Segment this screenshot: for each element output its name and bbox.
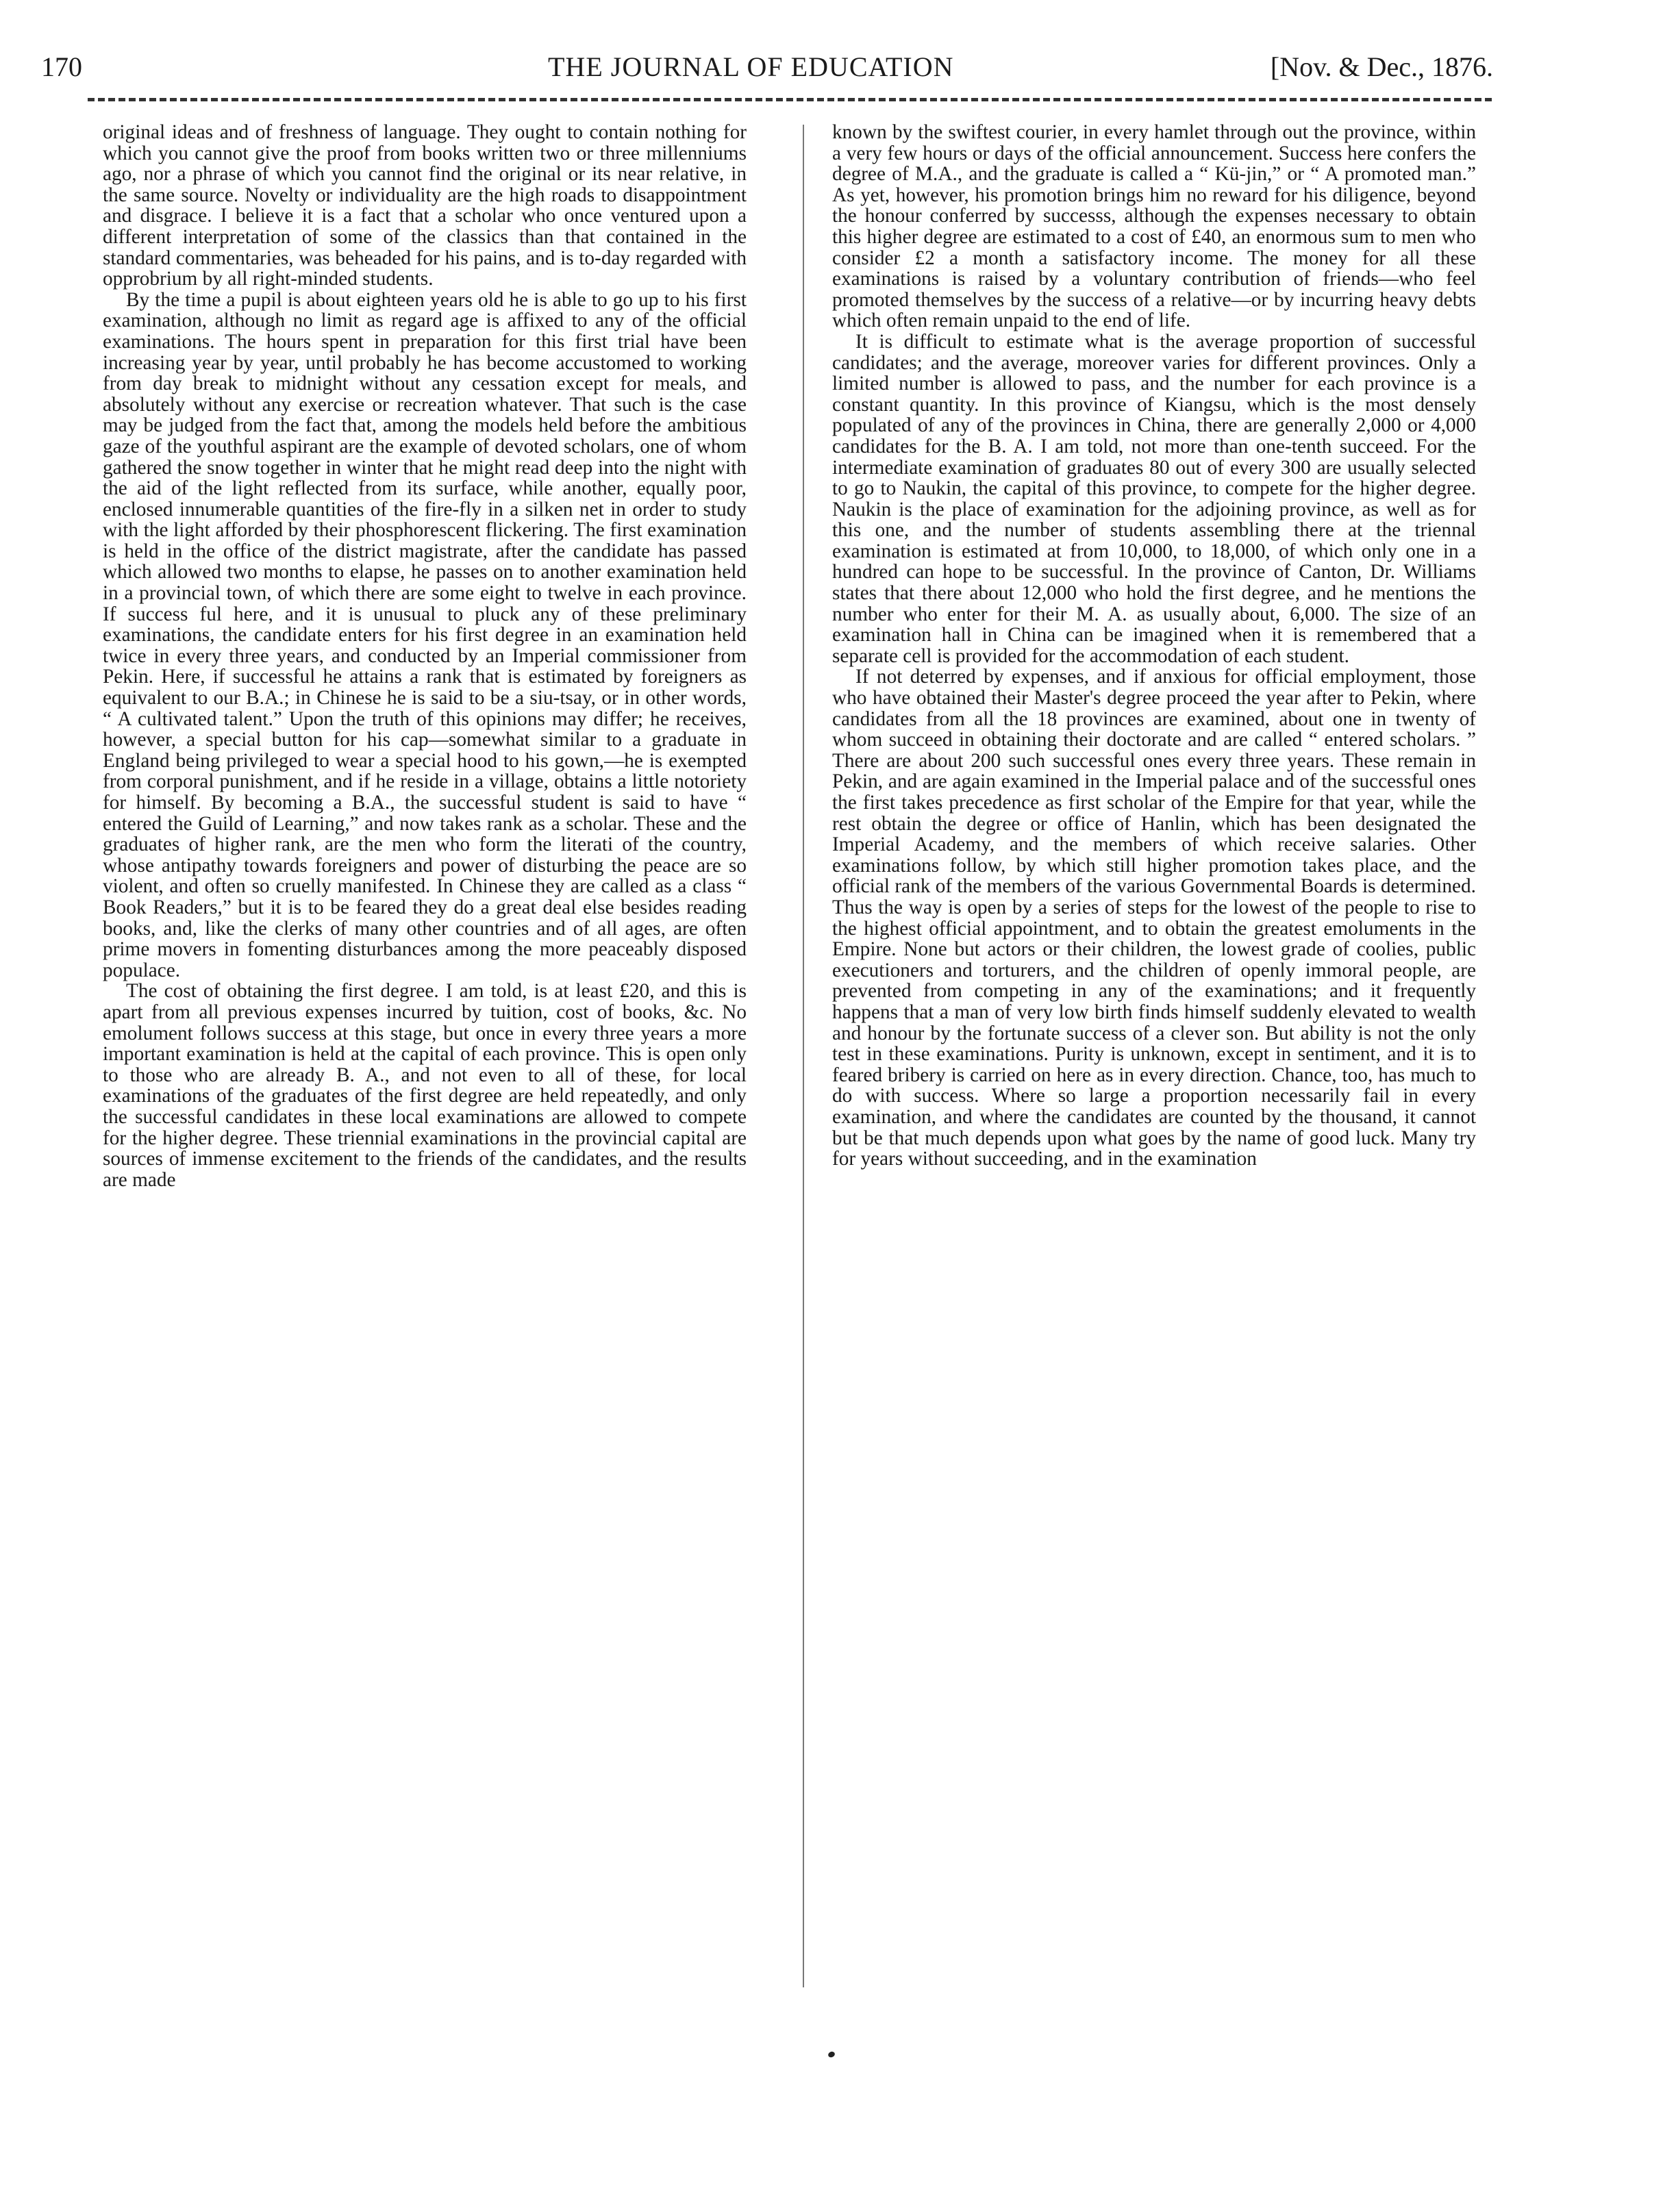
ink-mark — [827, 2050, 836, 2058]
column-divider — [803, 125, 804, 1987]
paragraph: If not deterred by expenses, and if anxious for official employment, those who have obtained their Master's degree proceed the year after to Pekin, where candidates from all the 18 provinces are examined, about one in twenty of whom succeed in obtaining their doctorate and are called “ entered scholars. ” There are about 200 such successful ones every three years. These remain in Pekin, and are again examined in the Imperial palace and of the successful ones the first takes precedence as first scholar of the Empire for that year, while the rest obtain the degree or office of Hanlin, which has been designated the Imperial Academy, and the members of which receive salaries. Other examinations follow, by which still higher promotion takes place, and the official rank of the members of the various Governmental Boards is determined. Thus the way is open by a series of steps for the lowest of the people to rise to the highest official appointment, and to obtain the greatest emoluments in the Empire. None but actors or their children, the lowest grade of coolies, public executioners and torturers, and the children of openly immoral people, are prevented from competing in any of the examinations; and it frequently happens that a man of very low birth finds himself suddenly elevated to wealth and honour by the fortunate success of a clever son. But ability is not the only test in these examinations. Purity is unknown, except in sentiment, and it is to feared bribery is carried on here as in every direction. Chance, too, has much to do with success. Where so large a proportion necessarily fail in every examination, and where the candidates are counted by the thousand, it cannot but be that much depends upon what goes by the name of good luck. Many try for years without succeeding, and in the examination — [832, 666, 1476, 1170]
running-head — [41, 47, 1493, 88]
issue-date: [Nov. & Dec., 1876. — [1270, 51, 1493, 82]
paragraph: By the time a pupil is about eighteen years old he is able to go up to his first examination, although no limit as regard age is affixed to any of the official examinations. The hours spent in preparation for this first trial have been increasing year by year, until probably he has become accustomed to working from day break to midnight without any cessation except for meals, and absolutely without any exercise or recreation whatever. That such is the case may be judged from the fact that, among the models held before the ambitious gaze of the youthful aspirant are the example of devoted scholars, one of whom gathered the snow together in winter that he might read deep into the night with the aid of the light reflected from its surface, while another, equally poor, enclosed innumerable quantities of the fire-fly in a silken net in order to study with the light afforded by their phosphorescent flickering. The first examination is held in the office of the district magistrate, after the candidate has passed which allowed two months to elapse, he passes on to another examination held in a provincial town, of which there are some eight to twelve in each province. If success ful here, and it is unusual to pluck any of these preliminary examinations, the candidate enters for his first degree in an examination held twice in every three years, and conducted by an Imperial commissioner from Pekin. Here, if successful he attains a rank that is estimated by foreigners as equivalent to our B.A.; in Chinese he is said to be a siu-tsay, or in other words, “ A cultivated talent.” Upon the truth of this opinions may differ; he receives, however, a special button for his cap—somewhat similar to a graduate in England being privileged to wear a special hood to his gown,—he is exempted from corporal punishment, and if he reside in a village, obtains a little notoriety for himself. By becoming a B.A., the successful student is said to have “ entered the Guild of Learning,” and now takes rank as a scholar. These and the graduates of higher rank, are the men who form the literati of the country, whose antipathy towards foreigners and power of disturbing the peace are so violent, and often so cruelly manifested. In Chinese they are called as a class “ Book Readers,” but it is to be feared they do a great deal else besides reading books, and, like the clerks of many other countries and of all ages, are often prime movers in fomenting disturbances among the more peaceably disposed populace. — [103, 288, 747, 981]
left-column — [103, 122, 747, 2012]
page-number: 170 — [41, 51, 82, 82]
journal-title: THE JOURNAL OF EDUCATION — [548, 51, 954, 82]
right-column — [832, 122, 1476, 2012]
paragraph: original ideas and of freshness of language. They ought to contain nothing for which you cannot give the proof from books written two or three millenniums ago, nor a phrase of which you cannot find the original or its near relative, in the same source. Novelty or individuality are the high roads to disappointment and disgrace. I believe it is a fact that a scholar who once ventured upon a different interpretation of some of the classics than that contained in the standard commentaries, was beheaded for his pains, and is to-day regarded with opprobrium by all right-minded students. — [103, 122, 747, 290]
paragraph: It is difficult to estimate what is the average proportion of successful candidates; and the average, moreover varies for different provinces. Only a limited number is allowed to pass, and the number for each province is a constant quantity. In this province of Kiangsu, which is the most densely populated of any of the provinces in China, there are generally 2,000 or 4,000 candidates for the B. A. I am told, not more than one-tenth succeed. For the intermediate examination of graduates 80 out of every 300 are usually selected to go to Naukin, the capital of this province, to compete for the higher degree. Naukin is the place of examination for the adjoining province, as well as for this one, and the number of students assembling there at the triennal examination is estimated at from 10,000, to 18,000, of which only one in a hundred can hope to be successful. In the province of Canton, Dr. Williams states that there about 12,000 who hold the first degree, and he mentions the number who enter for their M. A. as usually about, 6,000. The size of an examination hall in China can be imagined when it is remembered that a separate cell is provided for the accommodation of each student. — [832, 330, 1476, 667]
paragraph: known by the swiftest courier, in every hamlet through out the province, within a very few hours or days of the official announcement. Success here confers the degree of M.A., and the graduate is called a “ Kü-jin,” or “ A promoted man.” As yet, however, his promotion brings him no reward for his diligence, beyond the honour conferred by successs, although the expenses necessary to obtain this higher degree are estimated to a cost of £40, an enormous sum to men who consider £2 a month a satisfactory income. The money for all these examinations is raised by a voluntary contribution of friends—who feel promoted themselves by the success of a relative—or by incurring heavy debts which often remain unpaid to the end of life. — [832, 122, 1476, 332]
paragraph: The cost of obtaining the first degree. I am told, is at least £20, and this is apart from all previous expenses incurred by tuition, cost of books, &c. No emolument follows success at this stage, but once in every three years a more important examination is held at the capital of each province. This is open only to those who are already B. A., and not even to all of these, for local examinations of the graduates of the first degree are held repeatedly, and only the successful candidates in these local examinations are allowed to compete for the higher degree. These triennial examinations in the provincial capital are sources of immense excitement to the friends of the candidates, and the results are made — [103, 980, 747, 1191]
header-rule — [88, 98, 1492, 101]
